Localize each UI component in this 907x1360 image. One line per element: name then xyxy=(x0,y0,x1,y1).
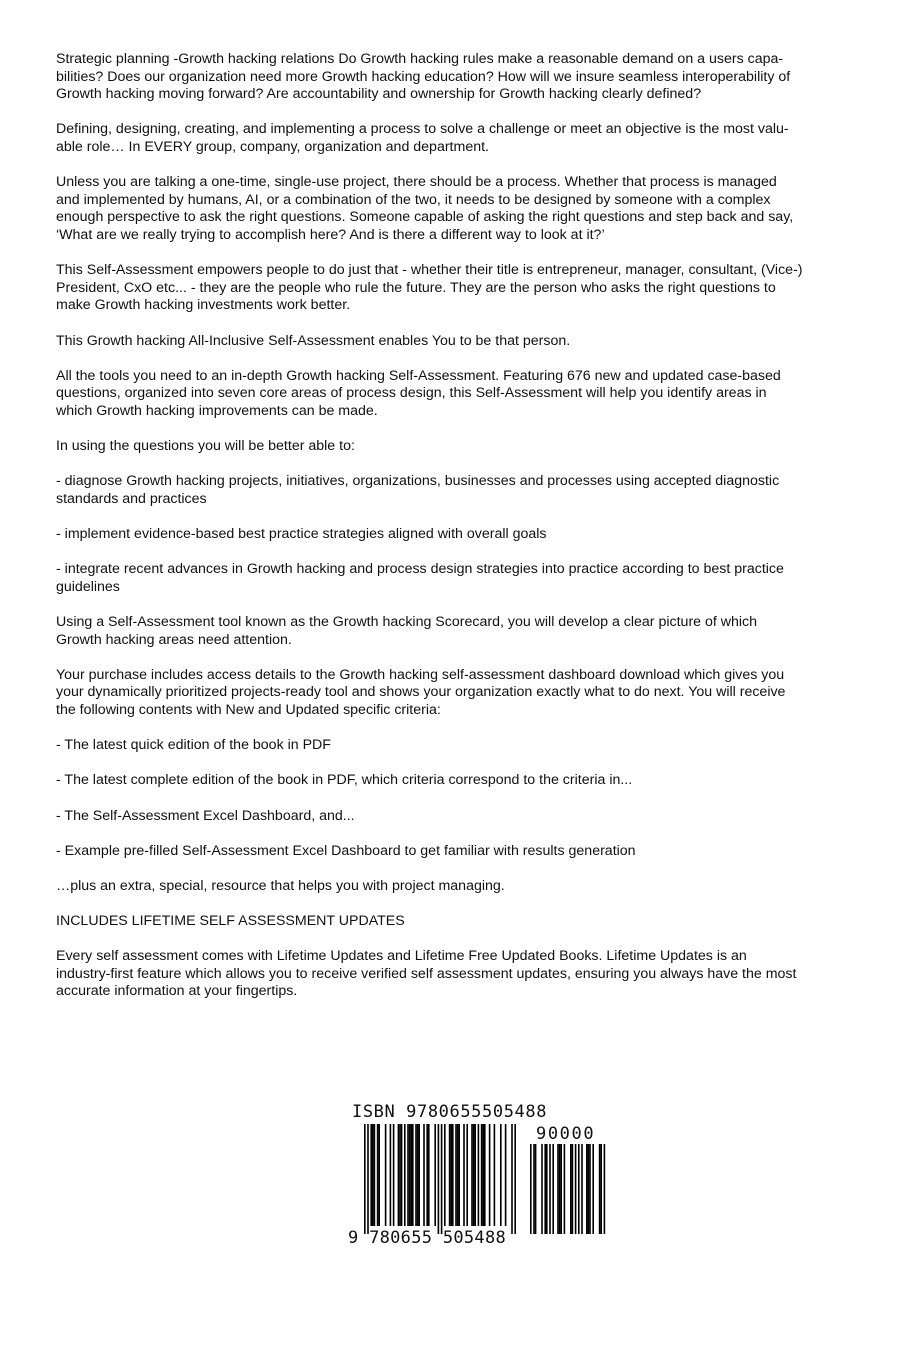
barcode-bar xyxy=(500,1124,502,1226)
barcode-bar xyxy=(372,1124,374,1226)
addon-bar xyxy=(578,1144,580,1234)
addon-bar xyxy=(599,1144,601,1234)
barcode-bar xyxy=(398,1124,400,1226)
addon-bar xyxy=(549,1144,551,1234)
barcode-guard-bar xyxy=(364,1124,366,1234)
addon-bar xyxy=(560,1144,562,1234)
barcode-bar xyxy=(434,1124,436,1226)
barcode-bar xyxy=(450,1124,452,1226)
addon-bar xyxy=(604,1144,606,1234)
barcode-guard-bar xyxy=(514,1124,516,1234)
barcode-bar xyxy=(377,1124,379,1226)
barcode-bar xyxy=(410,1124,412,1226)
paragraph: …plus an extra, special, resource that helps you with project managing. xyxy=(56,877,505,894)
barcode-guard-bar xyxy=(367,1124,369,1234)
paragraph: Your purchase includes access details to the Growth hacking self-assessment dashboard download which gives you your dynamically prioritized projects-ready tool and shows your organization exactly what to do next. You will receive the following contents with New and Updated specific criteria: xyxy=(56,666,786,718)
barcode-bar xyxy=(415,1124,417,1226)
paragraph: Defining, designing, creating, and implementing a process to solve a challenge or meet an objective is the most valu- able role… In EVERY group, company, organization and department. xyxy=(56,121,789,155)
bullet-item: - diagnose Growth hacking projects, initiatives, organizations, businesses and processes using accepted diagnostic standards and practices xyxy=(56,473,780,507)
paragraph: All the tools you need to an in-depth Growth hacking Self-Assessment. Featuring 676 new and updated case-based questions, organized into seven core areas of process design, this Self-Assessment will help you identify areas in which Growth hacking improvements can be made. xyxy=(56,367,781,419)
barcode-bar xyxy=(426,1124,428,1226)
paragraph: This Growth hacking All-Inclusive Self-Assessment enables You to be that person. xyxy=(56,332,571,349)
bullet-item: - The Self-Assessment Excel Dashboard, and... xyxy=(56,807,355,824)
barcode-bar xyxy=(484,1124,486,1226)
barcode-bar xyxy=(418,1124,420,1226)
barcode-bar xyxy=(481,1124,483,1226)
addon-bar xyxy=(544,1144,546,1234)
barcode-bar xyxy=(471,1124,473,1226)
barcode-bar xyxy=(428,1124,430,1226)
barcode-bar xyxy=(458,1124,460,1226)
addon-bar xyxy=(589,1144,591,1234)
addon-bar xyxy=(557,1144,559,1234)
paragraph: This Self-Assessment empowers people to do just that - whether their title is entrepreneur, manager, consultant, (Vice-) President, CxO etc... - they are the people who rule the future. They are the person who asks the right questions to make Growth hacking investments work better. xyxy=(56,262,803,314)
bullet-item: - Example pre-filled Self-Assessment Excel Dashboard to get familiar with results generation xyxy=(56,842,636,859)
addon-bar xyxy=(588,1144,590,1234)
paragraph: Every self assessment comes with Lifetime Updates and Lifetime Free Updated Books. Lifetime Updates is an industry-first feature which allows you to receive verified self assessment updates, ensuring you always have the most accurate information at your fingertips. xyxy=(56,948,797,1000)
barcode-bar xyxy=(463,1124,465,1226)
addon-bar xyxy=(552,1144,554,1234)
barcode-bar xyxy=(385,1124,387,1226)
barcode-bar xyxy=(393,1124,395,1226)
barcode-guard-bar xyxy=(511,1124,513,1234)
barcode-bar xyxy=(404,1124,406,1226)
addon-price-label: 90000 xyxy=(536,1124,596,1144)
barcode-bar xyxy=(390,1124,392,1226)
bullet-item: - The latest quick edition of the book in PDF xyxy=(56,737,331,754)
paragraph: Using a Self-Assessment tool known as the Growth hacking Scorecard, you will develop a clear picture of which Growth hacking areas need attention. xyxy=(56,614,758,648)
addon-bar xyxy=(533,1144,535,1234)
paragraph: Strategic planning -Growth hacking relations Do Growth hacking rules make a reasonable demand on a users capa- bilities? Does our organization need more Growth hacking education? How will we insure seamless interoperability of Growth hacking moving forward? Are accountability and ownership for Growth hacking clearly defined? xyxy=(56,51,791,103)
paragraph: In using the questions you will be better able to: xyxy=(56,438,355,455)
bullet-item: - implement evidence-based best practice strategies aligned with overall goals xyxy=(56,526,547,543)
bullet-item: - integrate recent advances in Growth hacking and process design strategies into practice according to best practice guidelines xyxy=(56,561,784,595)
barcode-bar xyxy=(412,1124,414,1226)
barcode-bar xyxy=(407,1124,409,1226)
bullet-item: - The latest complete edition of the book in PDF, which criteria correspond to the criteria in... xyxy=(56,772,633,789)
barcode-bar xyxy=(489,1124,491,1226)
addon-bar xyxy=(570,1144,572,1234)
barcode-bar xyxy=(505,1124,507,1226)
barcode-bar xyxy=(478,1124,480,1226)
isbn-barcode xyxy=(348,1102,618,1252)
isbn-label: ISBN 9780655505488 xyxy=(352,1102,548,1122)
description-text xyxy=(56,51,846,1019)
barcode-bar xyxy=(449,1124,451,1226)
addon-bar xyxy=(541,1144,543,1234)
barcode-bar xyxy=(474,1124,476,1226)
barcode-digits: 9 780655 505488 xyxy=(348,1228,507,1248)
barcode-bar xyxy=(378,1124,380,1226)
barcode-bar xyxy=(473,1124,475,1226)
barcode-bar xyxy=(457,1124,459,1226)
addon-bar xyxy=(564,1144,566,1234)
paragraph: Unless you are talking a one-time, single-use project, there should be a process. Whether that process is managed and implemented by humans, AI, or a combination of the two, it needs to be designed by someone with a complex enough perspective to ask the right questions. Someone capable of asking the right questions and step back and say, ‘What are we really trying to accomplish here? And is there a different way to look at it?’ xyxy=(56,174,794,243)
addon-bar xyxy=(600,1144,602,1234)
barcode-guard-bar xyxy=(441,1124,443,1234)
barcode-bar xyxy=(370,1124,372,1226)
section-heading: INCLUDES LIFETIME SELF ASSESSMENT UPDATES xyxy=(56,913,405,930)
barcode-bar xyxy=(494,1124,496,1226)
addon-bar xyxy=(592,1144,594,1234)
addon-bar xyxy=(575,1144,577,1234)
barcode-bar xyxy=(374,1124,376,1226)
barcode-bar xyxy=(401,1124,403,1226)
addon-bar xyxy=(535,1144,537,1234)
addon-bar xyxy=(586,1144,588,1234)
addon-bar xyxy=(546,1144,548,1234)
addon-bar xyxy=(572,1144,574,1234)
barcode-bar xyxy=(455,1124,457,1226)
barcode-guard-bar xyxy=(438,1124,440,1234)
barcode-bar xyxy=(417,1124,419,1226)
barcode-bar xyxy=(423,1124,425,1226)
addon-bar xyxy=(581,1144,583,1234)
addon-bar xyxy=(559,1144,561,1234)
barcode-bar xyxy=(466,1124,468,1226)
barcode-bar xyxy=(409,1124,411,1226)
barcode-bar xyxy=(452,1124,454,1226)
barcode-bar xyxy=(444,1124,446,1226)
barcode-bar xyxy=(482,1124,484,1226)
addon-bar xyxy=(530,1144,532,1234)
barcode-bar xyxy=(399,1124,401,1226)
